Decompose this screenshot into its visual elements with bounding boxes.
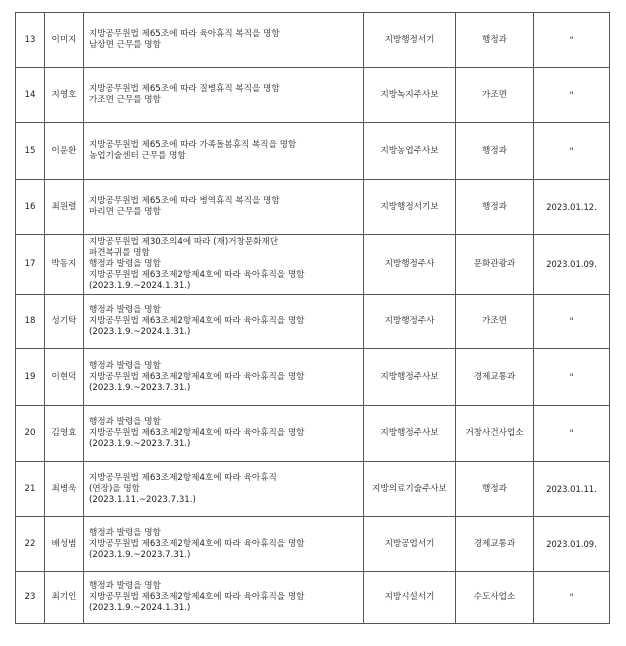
person-name: 이운환 [45,123,84,180]
content-line: (연장)을 명함 [89,483,140,494]
content-line: 지방공무원법 제30조의4에 따라 (재)거창문화재단 [89,237,279,247]
row-number: 21 [16,462,45,517]
content-line: 행정과 발령을 명함 [89,360,161,371]
person-name: 이미지 [45,13,84,68]
content-line: 지방공무원법 제65조에 따라 가족돌봄휴직 복직을 명함 [89,140,297,150]
rank-title: 지방녹지주사보 [364,68,456,123]
appointment-content [84,349,364,406]
content-line: (2023.1.9.~2023.7.31.) [89,549,191,560]
appointment-content [84,462,364,517]
table-body [16,13,610,624]
appointment-content [84,123,364,180]
table-row [16,235,610,295]
table-row [16,572,610,624]
content-line: (2023.1.9.~2023.7.31.) [89,439,191,449]
effective-date: " [534,572,610,624]
content-line: (2023.1.9.~2024.1.31.) [89,281,191,291]
row-number: 17 [16,235,45,295]
person-name: 배성범 [45,517,84,572]
table-row [16,517,610,572]
rank-title: 지방시설서기 [364,572,456,624]
content-line: 남상면 근무를 명함 [89,40,161,50]
appointment-content [84,517,364,572]
content-line: 행정과 발령을 명함 [89,527,161,538]
person-name: 최병욱 [45,462,84,517]
rank-title: 지방행정주사 [364,295,456,349]
person-name: 최기인 [45,572,84,624]
content-line: (2023.1.9.~2024.1.31.) [89,327,191,337]
content-line: 마리면 근무를 명함 [89,207,161,217]
row-number: 23 [16,572,45,624]
content-line: 지방공무원법 제63조제2항제4호에 따라 육아휴직을 명함 [89,538,305,549]
content-line: 가조면 근무를 명함 [89,95,161,105]
content-line: 지방공무원법 제63조제2항제4호에 따라 육아휴직을 명함 [89,371,305,382]
rank-title: 지방공업서기 [364,517,456,572]
person-name: 이현덕 [45,349,84,406]
appointment-content [84,235,364,295]
content-line: 파견복귀를 명함 [89,248,150,258]
content-line: 지방공무원법 제65조에 따라 질병휴직 복직을 명함 [89,84,280,94]
row-number: 19 [16,349,45,406]
table-row [16,123,610,180]
content-line: 행정과 발령을 명함 [89,259,161,269]
rank-title: 지방의료기술주사보 [364,462,456,517]
table-row [16,349,610,406]
person-name: 박동지 [45,235,84,295]
appointment-content [84,406,364,462]
effective-date: " [534,295,610,349]
effective-date: " [534,68,610,123]
effective-date: 2023.01.09. [534,235,610,295]
table-row [16,406,610,462]
row-number: 14 [16,68,45,123]
department: 문화관광과 [456,235,534,295]
department: 경제교통과 [456,517,534,572]
department: 행정과 [456,180,534,235]
row-number: 22 [16,517,45,572]
rank-title: 지방행정주사 [364,235,456,295]
appointment-content [84,13,364,68]
row-number: 16 [16,180,45,235]
department: 가조면 [456,295,534,349]
content-line: (2023.1.9.~2023.7.31.) [89,382,191,393]
department: 가조면 [456,68,534,123]
department: 수도사업소 [456,572,534,624]
content-line: 지방공무원법 제63조제2항제4호에 따라 육아휴직을 명함 [89,316,305,326]
appointment-content [84,68,364,123]
effective-date: 2023.01.11. [534,462,610,517]
department: 행정과 [456,462,534,517]
table-row [16,13,610,68]
person-name: 최원렬 [45,180,84,235]
content-line: 농업기술센터 근무를 명함 [89,151,186,161]
row-number: 20 [16,406,45,462]
person-name: 지영호 [45,68,84,123]
content-line: 행정과 발령을 명함 [89,305,161,315]
person-name: 김영효 [45,406,84,462]
department: 경제교통과 [456,349,534,406]
department: 행정과 [456,123,534,180]
appointment-content [84,180,364,235]
rank-title: 지방행정서기보 [364,180,456,235]
content-line: (2023.1.9.~2024.1.31.) [89,603,191,613]
table-row [16,462,610,517]
effective-date: 2023.01.12. [534,180,610,235]
appointment-content [84,572,364,624]
table-row [16,180,610,235]
effective-date: " [534,406,610,462]
department: 행정과 [456,13,534,68]
content-line: 지방공무원법 제63조제2항제4호에 따라 육아휴직을 명함 [89,592,305,602]
table-row [16,68,610,123]
effective-date: " [534,349,610,406]
content-line: 지방공무원법 제65조에 따라 육아휴직 복직을 명함 [89,29,280,39]
row-number: 15 [16,123,45,180]
content-line: 행정과 발령을 명함 [89,581,161,591]
content-line: 행정과 발령을 명함 [89,417,161,427]
rank-title: 지방농업주사보 [364,123,456,180]
effective-date: " [534,123,610,180]
content-line: 지방공무원법 제63조제2항제4호에 따라 육아휴직 [89,472,277,483]
effective-date: " [534,13,610,68]
appointment-content [84,295,364,349]
rank-title: 지방행정주사보 [364,349,456,406]
rank-title: 지방행정주사보 [364,406,456,462]
rank-title: 지방행정서기 [364,13,456,68]
table-row [16,295,610,349]
row-number: 18 [16,295,45,349]
row-number: 13 [16,13,45,68]
effective-date: 2023.01.09. [534,517,610,572]
content-line: 지방공무원법 제63조제2항제4호에 따라 육아휴직을 명함 [89,270,305,280]
department: 거창사건사업소 [456,406,534,462]
content-line: (2023.1.11.~2023.7.31.) [89,494,196,505]
content-line: 지방공무원법 제63조제2항제4호에 따라 육아휴직을 명함 [89,428,305,438]
person-name: 성기탁 [45,295,84,349]
personnel-table [15,12,610,624]
content-line: 지방공무원법 제65조에 따라 병역휴직 복직을 명함 [89,196,280,206]
